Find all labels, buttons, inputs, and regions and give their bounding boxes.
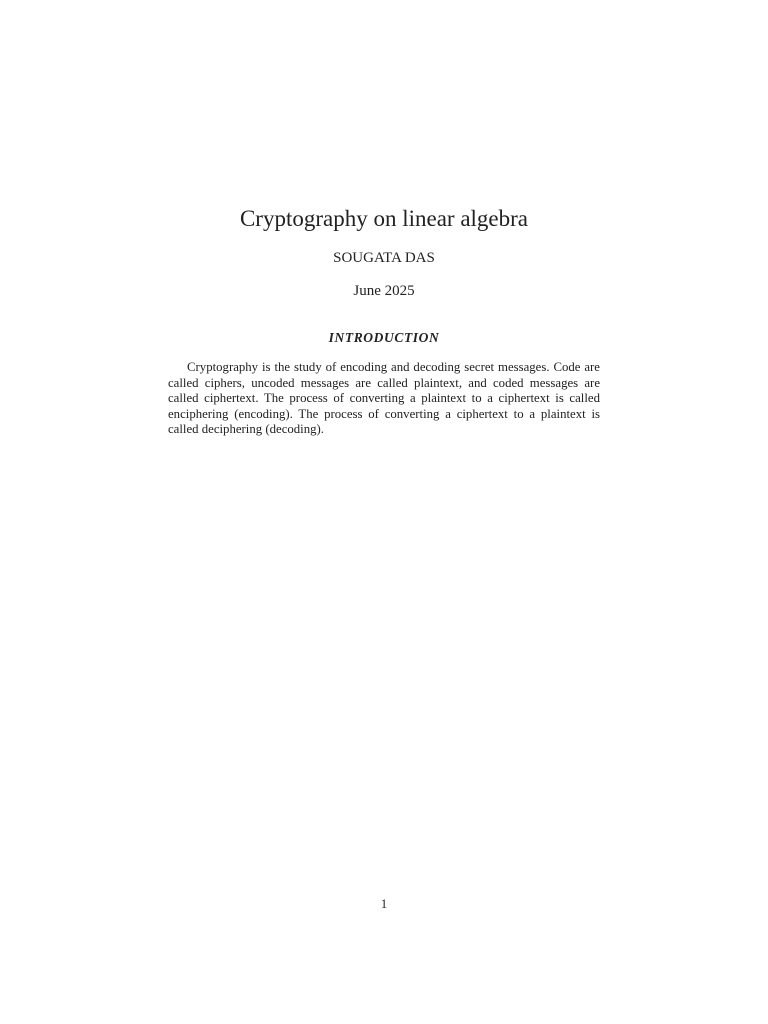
introduction-paragraph: Cryptography is the study of encoding and decoding secret messages. Code are called ciphers, uncoded messages are called plaintext, and coded messages are called ciphertext. The process of converting a plaintext to a ciphertext is called enciphering (encoding). The process of converting a ciphertext to a plaintext is called deciphering (decoding). <box>168 360 600 437</box>
document-title: Cryptography on linear algebra <box>239 206 529 231</box>
section-heading-introduction: INTRODUCTION <box>328 330 440 345</box>
page-number: 1 <box>380 897 388 911</box>
document-author: SOUGATA DAS <box>333 250 435 266</box>
document-date: June 2025 <box>353 283 415 299</box>
